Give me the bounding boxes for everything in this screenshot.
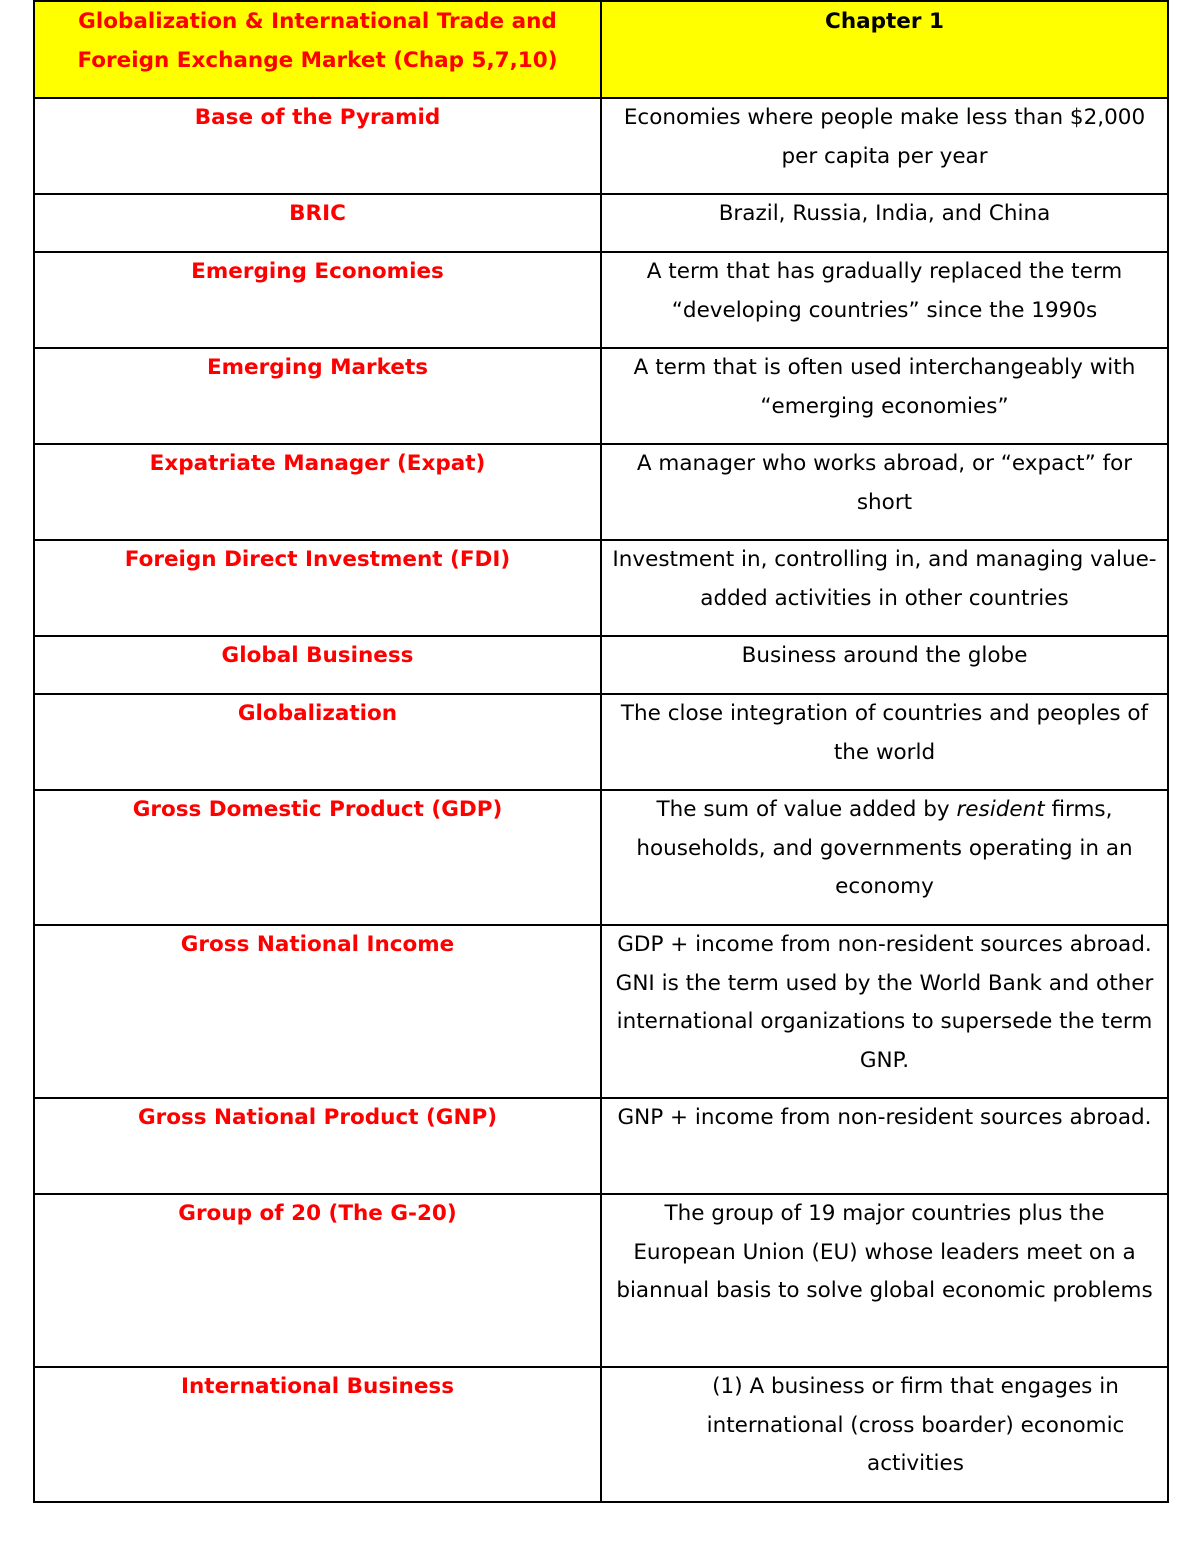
- table-row: [34, 194, 1168, 252]
- term-cell: Emerging Markets: [34, 348, 601, 444]
- term-cell: Group of 20 (The G-20): [34, 1194, 601, 1367]
- term-cell: Emerging Economies: [34, 252, 601, 348]
- definition-cell: A manager who works abroad, or “expact” for short: [601, 444, 1168, 540]
- definition-cell: The group of 19 major countries plus the European Union (EU) whose leaders meet on a biannual basis to solve global economic problems: [601, 1194, 1168, 1367]
- term-cell: Foreign Direct Investment (FDI): [34, 540, 601, 636]
- table-row: [34, 1367, 1168, 1502]
- table-row: [34, 636, 1168, 694]
- term-cell: International Business: [34, 1367, 601, 1502]
- term-cell: Base of the Pyramid: [34, 98, 601, 194]
- table-header-row: [34, 1, 1168, 98]
- definition-cell: Brazil, Russia, India, and China: [601, 194, 1168, 252]
- term-cell: BRIC: [34, 194, 601, 252]
- term-cell: Gross National Product (GNP): [34, 1098, 601, 1194]
- definition-cell: Economies where people make less than $2,000 per capita per year: [601, 98, 1168, 194]
- definition-cell: Investment in, controlling in, and managing value-added activities in other countries: [601, 540, 1168, 636]
- term-cell: Expatriate Manager (Expat): [34, 444, 601, 540]
- chapter-label: Chapter 1: [601, 1, 1168, 98]
- definition-text-after: firms, households, and governments operating in an economy: [636, 797, 1133, 899]
- definition-cell: (1) A business or firm that engages in international (cross boarder) economic activities: [601, 1367, 1168, 1502]
- table-row: [34, 348, 1168, 444]
- table-row: [34, 1194, 1168, 1367]
- term-cell: Gross National Income: [34, 925, 601, 1098]
- table-row: [34, 540, 1168, 636]
- table-row: [34, 925, 1168, 1098]
- table-row: [34, 444, 1168, 540]
- table-row: [34, 694, 1168, 790]
- document-title: Globalization & International Trade and Foreign Exchange Market (Chap 5,7,10): [34, 1, 601, 98]
- definition-cell: The close integration of countries and peoples of the world: [601, 694, 1168, 790]
- table-row: [34, 1098, 1168, 1194]
- definition-text-before: The sum of value added by: [656, 797, 957, 822]
- table-row: [34, 790, 1168, 925]
- definition-cell: [601, 790, 1168, 925]
- term-cell: Globalization: [34, 694, 601, 790]
- definition-text-italic: resident: [956, 797, 1045, 822]
- definition-cell: Business around the globe: [601, 636, 1168, 694]
- glossary-table: [33, 0, 1169, 1503]
- definition-cell: GNP + income from non-resident sources abroad.: [601, 1098, 1168, 1194]
- definition-cell: A term that is often used interchangeably with “emerging economies”: [601, 348, 1168, 444]
- table-row: [34, 252, 1168, 348]
- table-row: [34, 98, 1168, 194]
- definition-cell: A term that has gradually replaced the term “developing countries” since the 1990s: [601, 252, 1168, 348]
- definition-cell: GDP + income from non-resident sources abroad. GNI is the term used by the World Bank and other international organizations to supersede the term GNP.: [601, 925, 1168, 1098]
- term-cell: Global Business: [34, 636, 601, 694]
- term-cell: Gross Domestic Product (GDP): [34, 790, 601, 925]
